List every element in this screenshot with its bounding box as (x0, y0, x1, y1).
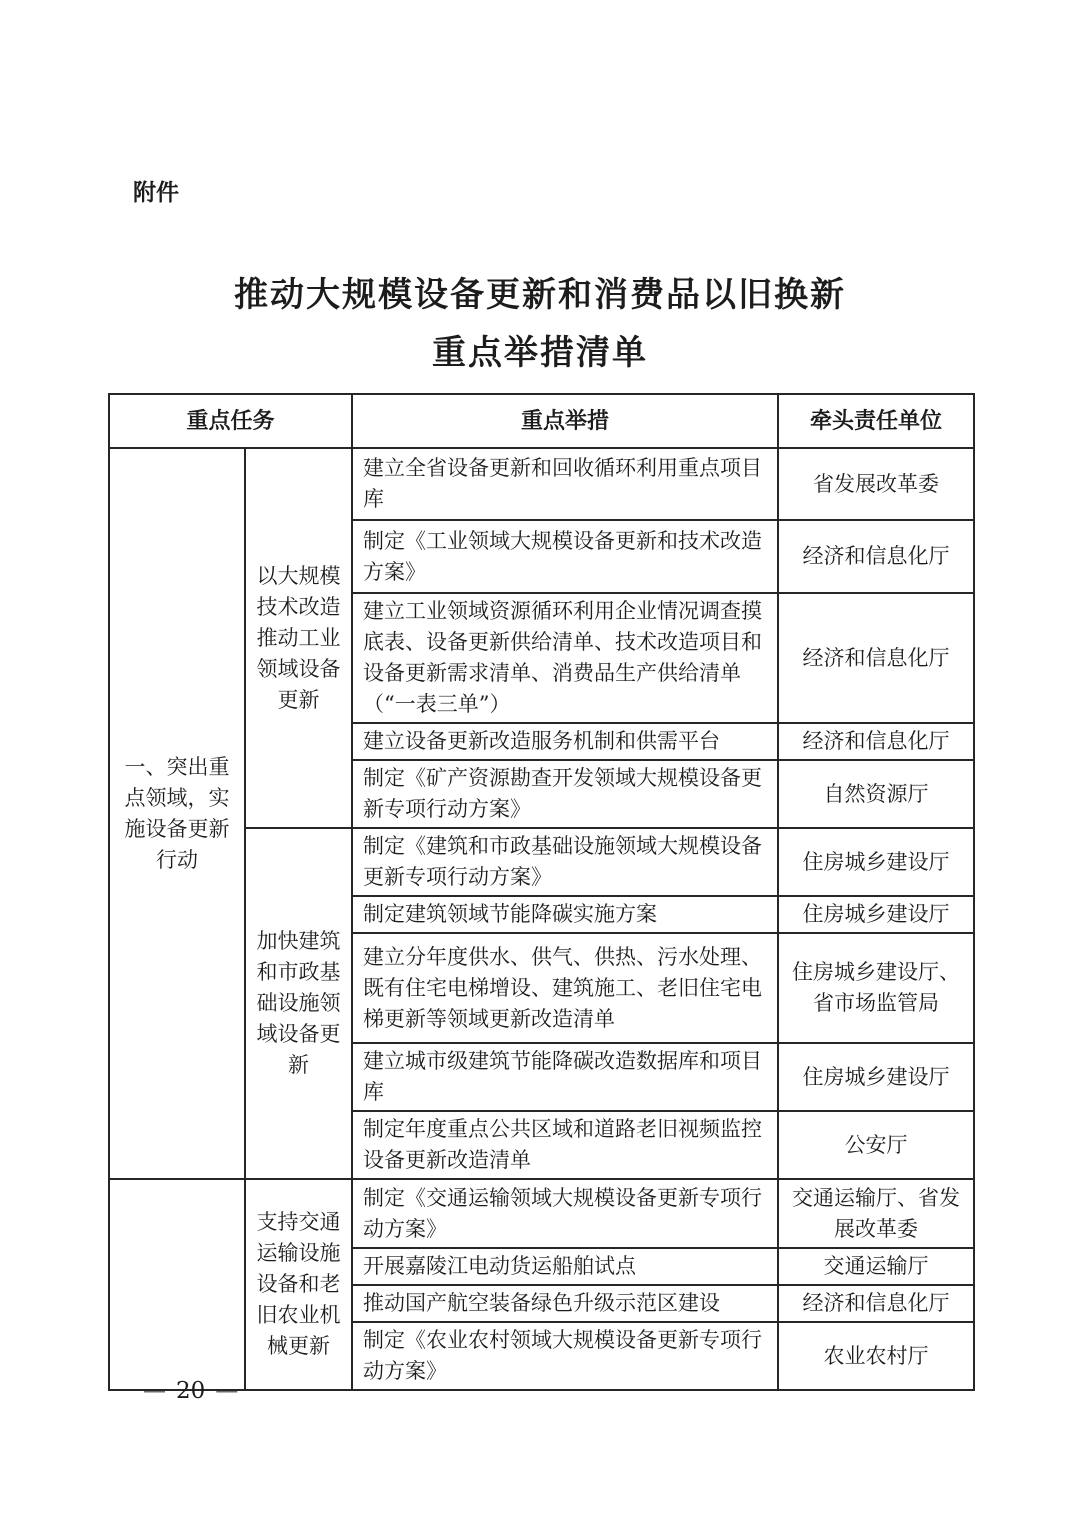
measure-cell: 建立城市级建筑节能降碳改造数据库和项目库 (352, 1043, 778, 1111)
unit-cell: 住房城乡建设厅 (778, 1043, 974, 1111)
subtask-cell-transport-agriculture: 支持交通运输设施设备和老旧农业机械更新 (245, 1179, 352, 1390)
title-line-1: 推动大规模设备更新和消费品以旧换新 (234, 275, 846, 315)
unit-cell: 省发展改革委 (778, 448, 974, 520)
measure-cell: 建立工业领域资源循环利用企业情况调查摸底表、设备更新供给清单、技术改造项目和设备更新需求清单、消费品生产供给清单（“一表三单”） (352, 593, 778, 723)
measure-cell: 制定年度重点公共区域和道路老旧视频监控设备更新改造清单 (352, 1111, 778, 1179)
unit-cell: 农业农村厅 (778, 1322, 974, 1390)
unit-cell: 经济和信息化厅 (778, 1285, 974, 1322)
page-number-dash-right: — (215, 1378, 239, 1404)
page-number-dash-left: — (143, 1378, 166, 1404)
measure-cell: 制定《工业领域大规模设备更新和技术改造方案》 (352, 520, 778, 593)
unit-cell: 交通运输厅、省发展改革委 (778, 1179, 974, 1248)
unit-cell: 自然资源厅 (778, 760, 974, 828)
measure-cell: 建立分年度供水、供气、供热、污水处理、既有住宅电梯增设、建筑施工、老旧住宅电梯更新等领域更新改造清单 (352, 933, 778, 1043)
measure-cell: 推动国产航空装备绿色升级示范区建设 (352, 1285, 778, 1322)
task-cell-section-2 (109, 1179, 245, 1390)
title-line-2: 重点举措清单 (432, 333, 648, 373)
measure-cell: 制定《矿产资源勘查开发领域大规模设备更新专项行动方案》 (352, 760, 778, 828)
measures-table (108, 393, 975, 1391)
table-header-row (109, 394, 974, 448)
table-row (109, 448, 974, 520)
subtask-cell-construction: 加快建筑和市政基础设施领域设备更新 (245, 828, 352, 1179)
attachment-label: 附件 (133, 180, 179, 206)
unit-cell: 交通运输厅 (778, 1248, 974, 1285)
unit-cell: 经济和信息化厅 (778, 593, 974, 723)
page-number-value: 20 (176, 1378, 206, 1404)
header-task: 重点任务 (109, 394, 352, 448)
task-cell-section-1: 一、突出重点领域，实施设备更新行动 (109, 448, 245, 1179)
page-number (133, 1377, 248, 1405)
document-title (0, 266, 1080, 382)
table-row (109, 1179, 974, 1248)
unit-cell: 住房城乡建设厅、省市场监管局 (778, 933, 974, 1043)
measure-cell: 制定建筑领域节能降碳实施方案 (352, 896, 778, 933)
subtask-cell-industry: 以大规模技术改造推动工业领域设备更新 (245, 448, 352, 828)
unit-cell: 住房城乡建设厅 (778, 828, 974, 896)
measure-cell: 建立设备更新改造服务机制和供需平台 (352, 723, 778, 760)
unit-cell: 公安厅 (778, 1111, 974, 1179)
unit-cell: 住房城乡建设厅 (778, 896, 974, 933)
measure-cell: 制定《农业农村领域大规模设备更新专项行动方案》 (352, 1322, 778, 1390)
measure-cell: 开展嘉陵江电动货运船舶试点 (352, 1248, 778, 1285)
unit-cell: 经济和信息化厅 (778, 520, 974, 593)
header-unit: 牵头责任单位 (778, 394, 974, 448)
measure-cell: 制定《建筑和市政基础设施领域大规模设备更新专项行动方案》 (352, 828, 778, 896)
header-measure: 重点举措 (352, 394, 778, 448)
unit-cell: 经济和信息化厅 (778, 723, 974, 760)
measure-cell: 制定《交通运输领域大规模设备更新专项行动方案》 (352, 1179, 778, 1248)
measure-cell: 建立全省设备更新和回收循环利用重点项目库 (352, 448, 778, 520)
